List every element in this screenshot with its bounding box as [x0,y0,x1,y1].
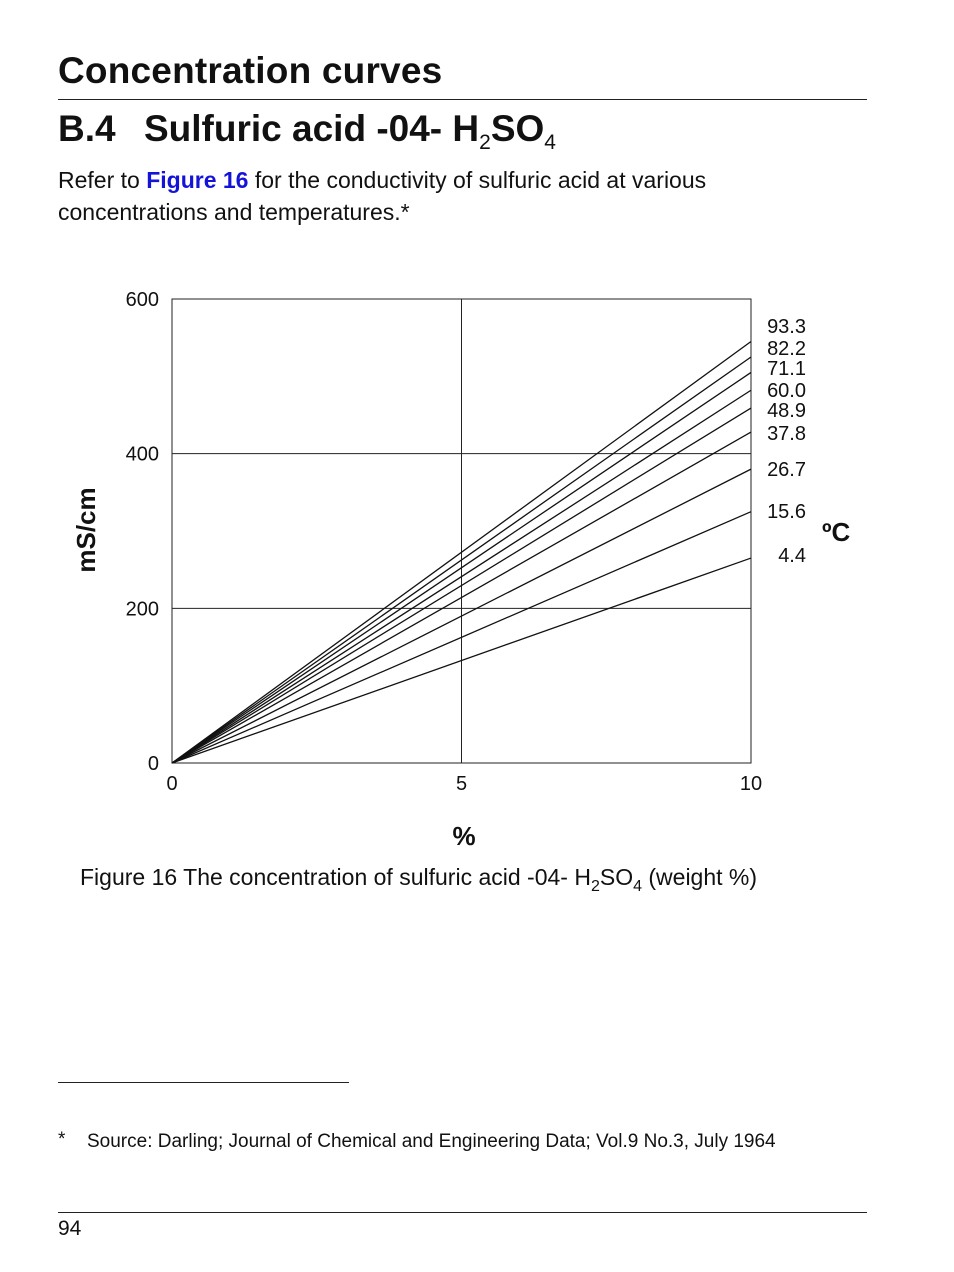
series-label: 93.3 [767,316,806,338]
caption-sub2: 4 [633,878,642,895]
series-label: 82.2 [767,338,806,360]
series-label: 15.6 [767,501,806,523]
conductivity-chart [0,280,954,860]
x-tick-label: 0 [166,773,178,795]
legend-unit-label: ºC [822,517,851,547]
chapter-title: Concentration curves [58,50,443,91]
y-tick-label: 400 [125,443,159,466]
series-label: 60.0 [767,380,806,402]
series-label: 4.4 [778,545,806,567]
series-label: 48.9 [767,400,806,422]
intro-text-before: Refer to [58,167,147,193]
figure-16-link[interactable]: Figure 16 [146,167,249,193]
footnote-divider [58,1082,349,1083]
y-tick-label: 0 [147,753,159,775]
x-tick-label: 5 [455,773,468,795]
section-number: B.4 [58,108,116,149]
section-title-main: Sulfuric acid -04- H [144,108,480,149]
series-label: 71.1 [767,358,806,380]
footnote-mark: * [58,1129,66,1150]
footnote-text: Source: Darling; Journal of Chemical and Engineering Data; Vol.9 No.3, July 1964 [87,1131,776,1152]
caption-mid: SO [599,864,634,890]
section-title-sub2: 4 [544,131,556,154]
chapter-divider [58,99,867,100]
section-title-mid: SO [490,108,545,149]
intro-text-after: for the conductivity of sulfuric acid at various concentrations and temperatures.* [58,167,707,225]
y-axis-label: mS/cm [71,487,101,573]
page-number: 94 [58,1217,82,1240]
x-tick-label: 10 [739,773,763,795]
series-label: 26.7 [767,459,806,481]
y-axis-label-wrap [63,480,107,580]
figure-caption [80,864,758,895]
y-tick-label: 200 [125,598,159,621]
caption-suffix: (weight %) [642,864,758,890]
section-title-sub1: 2 [479,131,491,154]
caption-sub1: 2 [590,878,600,895]
x-axis-label: % [452,821,476,851]
page-footer-divider [58,1212,867,1213]
intro-paragraph [58,164,858,228]
y-tick-label: 600 [125,289,159,311]
series-label: 37.8 [767,423,806,445]
section-title [58,108,556,154]
caption-prefix: Figure 16 The concentration of sulfuric acid -04- H [80,864,591,890]
